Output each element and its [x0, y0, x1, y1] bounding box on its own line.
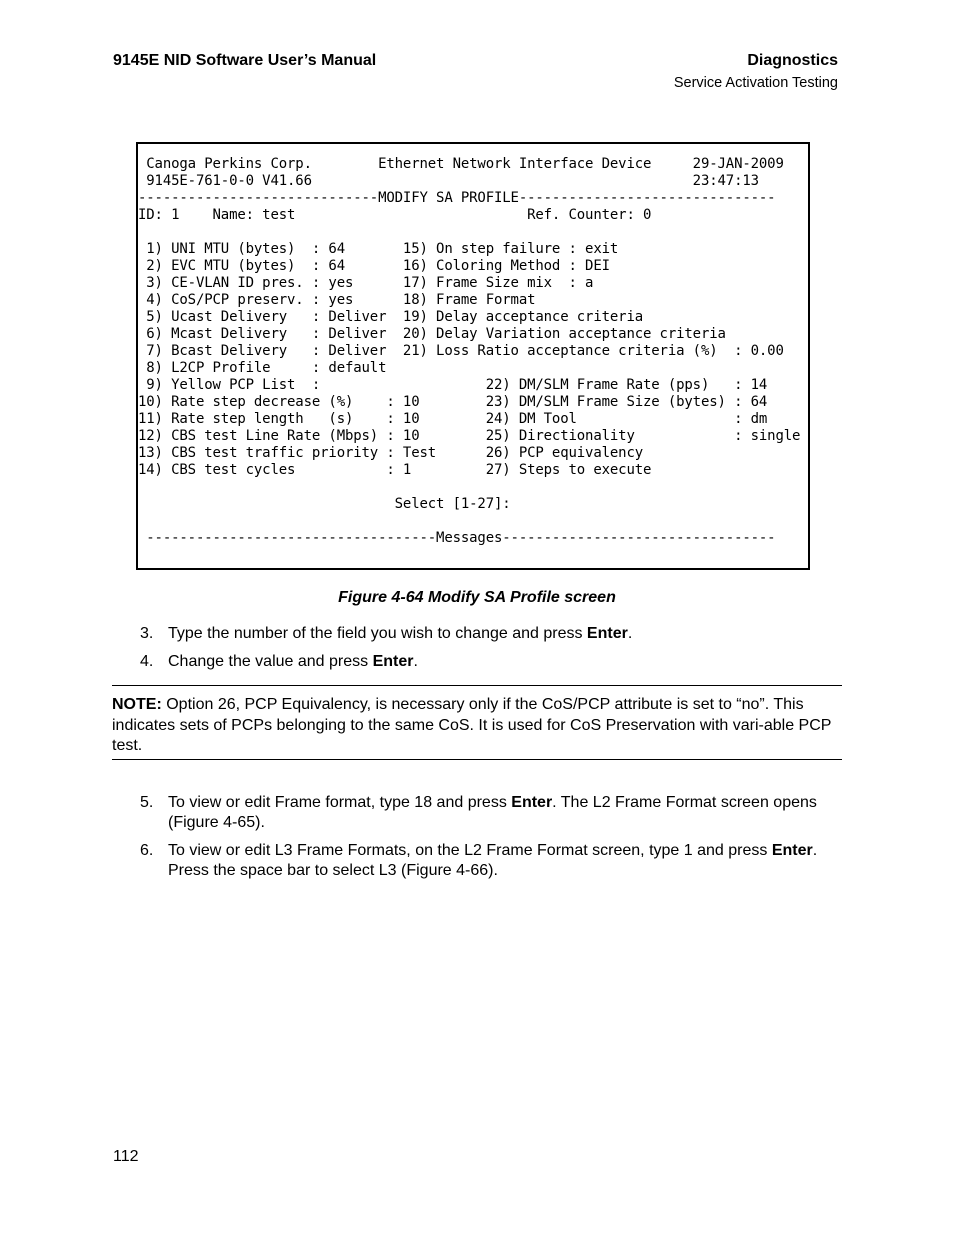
step-text: Type the number of the field you wish to change and press Enter. — [168, 625, 633, 642]
step-text: To view or edit L3 Frame Formats, on the L2 Frame Format screen, type 1 and press Enter. Press the space bar to select L3 (Figure 4-66). — [168, 842, 818, 879]
terminal-line: 9145E-761-0-0 V41.66 23:47:13 — [138, 173, 759, 189]
note-block — [112, 695, 844, 757]
note-text: Option 26, PCP Equivalency, is necessary only if the CoS/PCP attribute is set to “no”. This indicates sets of PCPs belonging to the same CoS. It is used for CoS Preservation with vari-able PCP test. — [112, 696, 832, 754]
step-number: 6. — [140, 842, 154, 859]
terminal-line: 2) EVC MTU (bytes) : 64 16) Coloring Method : DEI — [138, 258, 610, 274]
terminal-line: 10) Rate step decrease (%) : 10 23) DM/SLM Frame Size (bytes) : 64 — [138, 394, 768, 410]
terminal-line: 5) Ucast Delivery : Deliver 19) Delay acceptance criteria — [138, 309, 644, 325]
terminal-line: 9) Yellow PCP List : 22) DM/SLM Frame Rate (pps) : 14 — [138, 377, 768, 393]
terminal-line: 3) CE-VLAN ID pres. : yes 17) Frame Size mix : a — [138, 275, 594, 291]
terminal-line: ID: 1 Name: test Ref. Counter: 0 — [138, 207, 652, 223]
step-number: 3. — [140, 625, 154, 642]
terminal-line: Canoga Perkins Corp. Ethernet Network Interface Device 29-JAN-2009 — [138, 156, 784, 172]
step-number: 5. — [140, 794, 154, 811]
subsection-title: Service Activation Testing — [673, 75, 838, 91]
page-number: 112 — [113, 1148, 139, 1165]
terminal-line: -----------------------------MODIFY SA PROFILE------------------------------- — [138, 190, 776, 206]
section-title: Diagnostics — [747, 52, 838, 69]
step-number: 4. — [140, 653, 154, 670]
terminal-line: 4) CoS/PCP preserv. : yes 18) Frame Format — [138, 292, 536, 308]
step-text: To view or edit Frame format, type 18 and press Enter. The L2 Frame Format screen opens (Figure 4-65). — [168, 794, 817, 831]
terminal-line: 1) UNI MTU (bytes) : 64 15) On step failure : exit — [138, 241, 619, 257]
terminal-line: Select [1-27]: — [138, 496, 511, 512]
manual-title: 9145E NID Software User’s Manual — [113, 52, 377, 69]
terminal-line: 8) L2CP Profile : default — [138, 360, 387, 376]
terminal-line: 13) CBS test traffic priority : Test 26) PCP equivalency — [138, 445, 644, 461]
terminal-line: -----------------------------------Messages--------------------------------- — [138, 530, 776, 546]
terminal-line: 6) Mcast Delivery : Deliver 20) Delay Variation acceptance criteria — [138, 326, 726, 342]
note-top-rule — [112, 685, 842, 686]
terminal-line: 12) CBS test Line Rate (Mbps) : 10 25) Directionality : single — [138, 428, 801, 444]
figure-caption: Figure 4-64 Modify SA Profile screen — [338, 589, 616, 606]
note-label: NOTE: — [112, 696, 162, 713]
terminal-screen — [136, 142, 810, 570]
step-text: Change the value and press Enter. — [168, 653, 418, 670]
terminal-line: 7) Bcast Delivery : Deliver 21) Loss Ratio acceptance criteria (%) : 0.00 — [138, 343, 784, 359]
terminal-line: 14) CBS test cycles : 1 27) Steps to execute — [138, 462, 652, 478]
note-bottom-rule — [112, 759, 842, 760]
terminal-line: 11) Rate step length (s) : 10 24) DM Tool : dm — [138, 411, 768, 427]
